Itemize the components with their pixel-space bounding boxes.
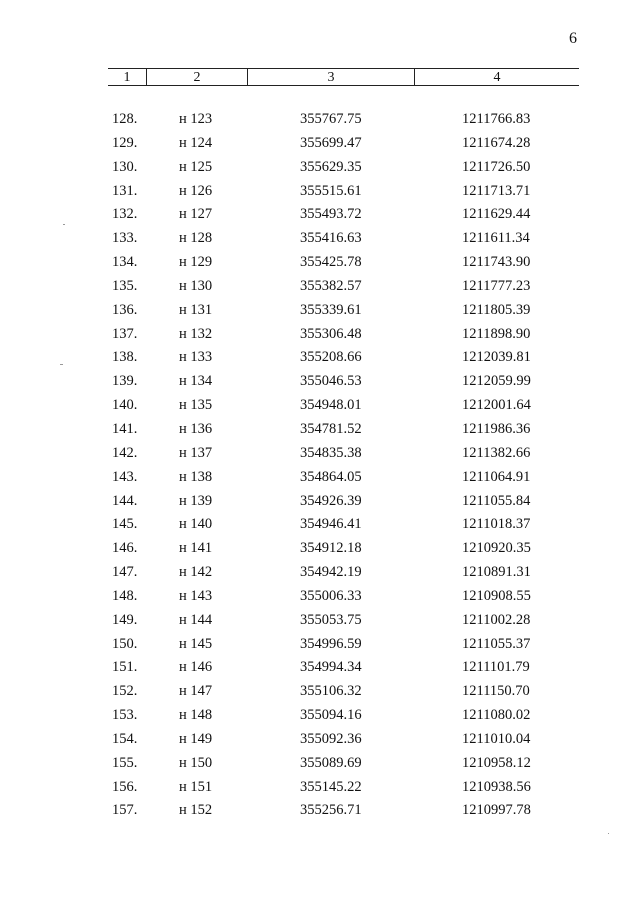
row-number: 143. — [112, 468, 138, 485]
x-coordinate: 354946.41 — [300, 516, 362, 533]
row-number: 153. — [112, 707, 138, 724]
table-row — [0, 157, 639, 181]
table-row — [0, 252, 639, 276]
table-row — [0, 538, 639, 562]
x-coordinate: 355006.33 — [300, 587, 362, 604]
x-coordinate: 355089.69 — [300, 754, 362, 771]
row-number: 135. — [112, 277, 138, 294]
x-coordinate: 355106.32 — [300, 683, 362, 700]
table-row — [0, 729, 639, 753]
x-coordinate: 355425.78 — [300, 254, 362, 271]
x-coordinate: 355145.22 — [300, 778, 362, 795]
y-coordinate: 1211674.28 — [462, 134, 531, 151]
row-number: 154. — [112, 730, 138, 747]
row-number: 128. — [112, 111, 138, 127]
row-number: 146. — [112, 540, 138, 557]
table-row — [0, 514, 639, 538]
point-name: н 143 — [179, 587, 213, 604]
y-coordinate: 1211805.39 — [462, 301, 531, 318]
x-coordinate: 355493.72 — [300, 206, 362, 223]
y-coordinate: 1211629.44 — [462, 206, 531, 223]
point-name: н 145 — [179, 635, 213, 652]
y-coordinate: 1211101.79 — [462, 659, 530, 676]
page-number: 6 — [569, 30, 577, 47]
y-coordinate: 1210908.55 — [462, 587, 531, 604]
point-name: н 132 — [179, 325, 213, 342]
x-coordinate: 354942.19 — [300, 564, 362, 581]
y-coordinate: 1210891.31 — [462, 564, 531, 581]
x-coordinate: 355699.47 — [300, 134, 362, 151]
row-number: 131. — [112, 182, 138, 199]
table-row — [0, 109, 639, 133]
row-number: 145. — [112, 516, 138, 533]
y-coordinate: 1212039.81 — [462, 349, 531, 366]
y-coordinate: 1211064.91 — [462, 468, 531, 485]
y-coordinate: 1212001.64 — [462, 397, 531, 414]
y-coordinate: 1210958.12 — [462, 754, 531, 771]
table-row — [0, 276, 639, 300]
y-coordinate: 1211080.02 — [462, 707, 531, 724]
y-coordinate: 1211898.90 — [462, 325, 531, 342]
x-coordinate: 355382.57 — [300, 277, 362, 294]
x-coordinate: 354994.34 — [300, 659, 362, 676]
x-coordinate: 355306.48 — [300, 325, 362, 342]
row-number: 142. — [112, 444, 138, 461]
row-number: 157. — [112, 802, 138, 819]
row-number: 136. — [112, 301, 138, 318]
point-name: н 124 — [179, 134, 213, 151]
row-number: 150. — [112, 635, 138, 652]
point-name: н 130 — [179, 277, 213, 294]
point-name: н 123 — [179, 111, 213, 127]
point-name: н 147 — [179, 683, 213, 700]
row-number: 144. — [112, 492, 138, 509]
point-name: н 139 — [179, 492, 213, 509]
table-row — [0, 634, 639, 658]
table-row — [0, 347, 639, 371]
table-row — [0, 586, 639, 610]
point-name: н 151 — [179, 778, 213, 795]
header-col-2: 2 — [193, 70, 201, 85]
y-coordinate: 1210938.56 — [462, 778, 531, 795]
table-row — [0, 443, 639, 467]
y-coordinate: 1211382.66 — [462, 444, 531, 461]
row-number: 141. — [112, 420, 138, 437]
coordinates-table-body — [0, 109, 639, 824]
table-row — [0, 657, 639, 681]
table-row — [0, 562, 639, 586]
point-name: н 125 — [179, 158, 213, 175]
point-name: н 135 — [179, 397, 213, 414]
header-col-1: 1 — [123, 70, 131, 85]
row-number: 132. — [112, 206, 138, 223]
point-name: н 131 — [179, 301, 213, 318]
point-name: н 148 — [179, 707, 213, 724]
table-row — [0, 467, 639, 491]
x-coordinate: 354912.18 — [300, 540, 362, 557]
x-coordinate: 355416.63 — [300, 230, 362, 247]
row-number: 138. — [112, 349, 138, 366]
row-number: 155. — [112, 754, 138, 771]
x-coordinate: 354926.39 — [300, 492, 362, 509]
table-row — [0, 371, 639, 395]
point-name: н 149 — [179, 730, 213, 747]
table-row — [0, 324, 639, 348]
y-coordinate: 1211010.04 — [462, 730, 531, 747]
header-col-3: 3 — [327, 70, 335, 85]
table-row — [0, 610, 639, 634]
table-row — [0, 204, 639, 228]
scan-speck — [60, 364, 63, 365]
x-coordinate: 354835.38 — [300, 444, 362, 461]
y-coordinate: 1210920.35 — [462, 540, 531, 557]
point-name: н 128 — [179, 230, 213, 247]
scan-speck — [608, 833, 609, 834]
x-coordinate: 354996.59 — [300, 635, 362, 652]
row-number: 133. — [112, 230, 138, 247]
scan-speck — [63, 224, 65, 225]
row-number: 130. — [112, 158, 138, 175]
table-row — [0, 181, 639, 205]
table-row — [0, 228, 639, 252]
row-number: 140. — [112, 397, 138, 414]
y-coordinate: 1211766.83 — [462, 111, 531, 127]
y-coordinate: 1211002.28 — [462, 611, 531, 628]
point-name: н 138 — [179, 468, 213, 485]
x-coordinate: 355339.61 — [300, 301, 362, 318]
point-name: н 134 — [179, 373, 213, 390]
table-row — [0, 800, 639, 824]
row-number: 134. — [112, 254, 138, 271]
point-name: н 129 — [179, 254, 213, 271]
y-coordinate: 1211986.36 — [462, 420, 531, 437]
point-name: н 126 — [179, 182, 213, 199]
y-coordinate: 1211055.37 — [462, 635, 531, 652]
x-coordinate: 354864.05 — [300, 468, 362, 485]
row-number: 147. — [112, 564, 138, 581]
y-coordinate: 1211611.34 — [462, 230, 530, 247]
table-row — [0, 777, 639, 801]
table-row — [0, 753, 639, 777]
table-row — [0, 300, 639, 324]
y-coordinate: 1211726.50 — [462, 158, 531, 175]
y-coordinate: 1210997.78 — [462, 802, 531, 819]
x-coordinate: 355208.66 — [300, 349, 362, 366]
table-row — [0, 419, 639, 443]
point-name: н 144 — [179, 611, 213, 628]
point-name: н 140 — [179, 516, 213, 533]
table-row — [0, 395, 639, 419]
table-row — [0, 681, 639, 705]
point-name: н 152 — [179, 802, 213, 819]
y-coordinate: 1211713.71 — [462, 182, 531, 199]
y-coordinate: 1211055.84 — [462, 492, 531, 509]
row-number: 149. — [112, 611, 138, 628]
x-coordinate: 354948.01 — [300, 397, 362, 414]
point-name: н 137 — [179, 444, 213, 461]
row-number: 129. — [112, 134, 138, 151]
point-name: н 136 — [179, 420, 213, 437]
table-header — [108, 68, 579, 86]
x-coordinate: 355053.75 — [300, 611, 362, 628]
table-row — [0, 133, 639, 157]
x-coordinate: 355256.71 — [300, 802, 362, 819]
y-coordinate: 1211777.23 — [462, 277, 531, 294]
x-coordinate: 355515.61 — [300, 182, 362, 199]
row-number: 139. — [112, 373, 138, 390]
x-coordinate: 355767.75 — [300, 111, 362, 127]
y-coordinate: 1212059.99 — [462, 373, 531, 390]
point-name: н 133 — [179, 349, 213, 366]
y-coordinate: 1211743.90 — [462, 254, 531, 271]
point-name: н 127 — [179, 206, 213, 223]
point-name: н 150 — [179, 754, 213, 771]
row-number: 148. — [112, 587, 138, 604]
row-number: 151. — [112, 659, 138, 676]
point-name: н 146 — [179, 659, 213, 676]
x-coordinate: 355046.53 — [300, 373, 362, 390]
row-number: 152. — [112, 683, 138, 700]
point-name: н 142 — [179, 564, 213, 581]
table-row — [0, 491, 639, 515]
x-coordinate: 355094.16 — [300, 707, 362, 724]
x-coordinate: 354781.52 — [300, 420, 362, 437]
x-coordinate: 355092.36 — [300, 730, 362, 747]
y-coordinate: 1211150.70 — [462, 683, 530, 700]
header-col-4: 4 — [493, 70, 501, 85]
y-coordinate: 1211018.37 — [462, 516, 531, 533]
table-row — [0, 705, 639, 729]
row-number: 137. — [112, 325, 138, 342]
point-name: н 141 — [179, 540, 213, 557]
row-number: 156. — [112, 778, 138, 795]
x-coordinate: 355629.35 — [300, 158, 362, 175]
